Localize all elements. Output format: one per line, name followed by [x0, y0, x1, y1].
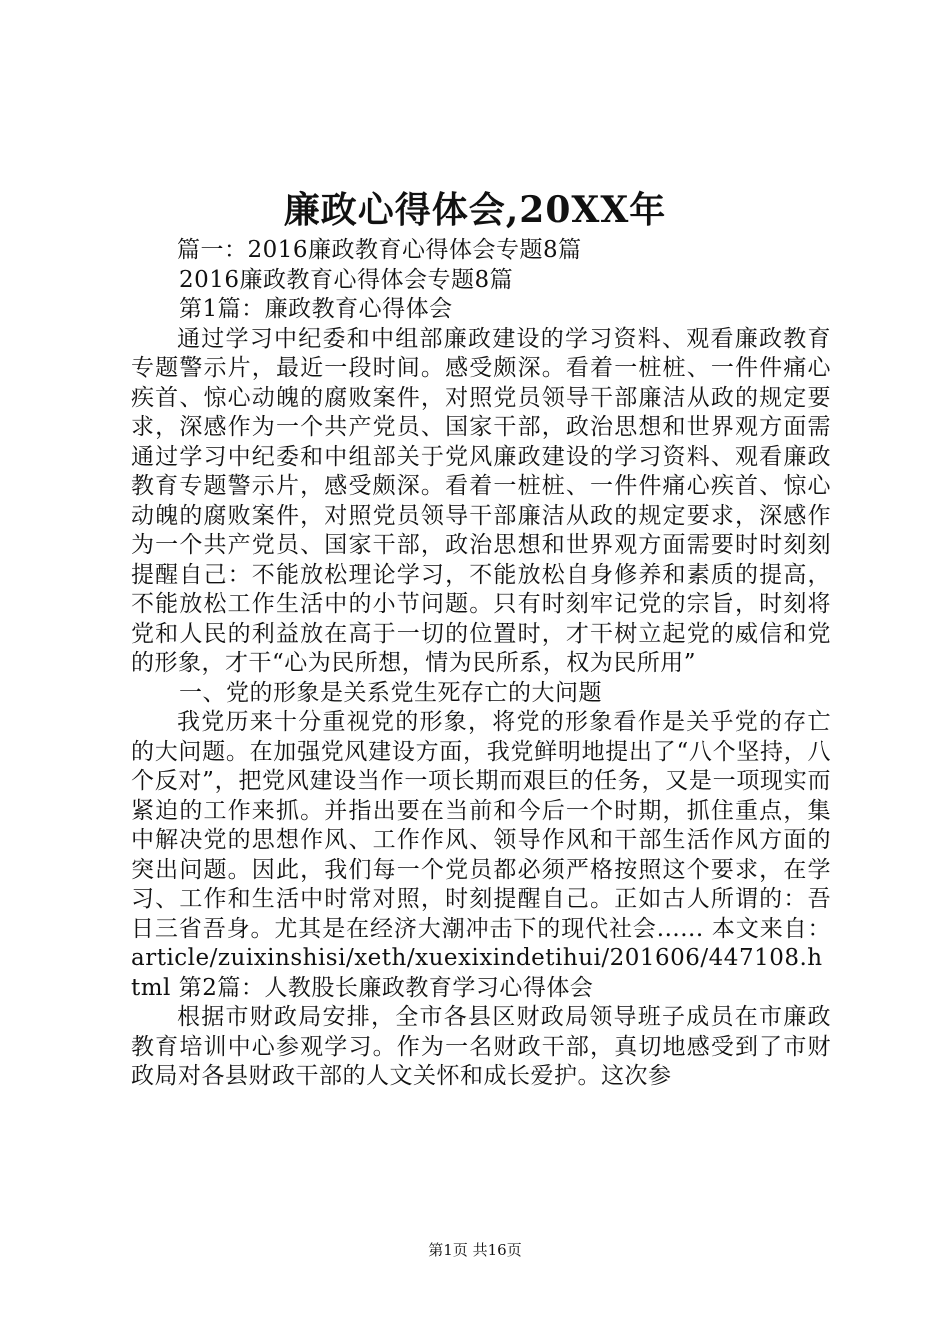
- heading-line-3: 第1篇：廉政教育心得体会: [179, 296, 453, 322]
- paragraph-1: 通过学习中纪委和中组部廉政建设的学习资料、观看廉政教育专题警示片，最近一段时间。感受颇深。看着一桩桩、一件件痛心疾首、惊心动魄的腐败案件，对照党员领导干部廉洁从政的规定要求，深感作为一个共产党员、国家干部，政治思想和世界观方面需通过学习中纪委和中组部关于党风廉政建设的学习资料、观看廉政教育专题警示片，感受颇深。看着一桩桩、一件件痛心疾首、惊心动魄的腐败案件，对照党员领导干部廉洁从政的规定要求，深感作为一个共产党员、国家干部，政治思想和世界观方面需要时时刻刻提醒自己：不能放松理论学习，不能放松自身修养和素质的提高，不能放松工作生活中的小节问题。只有时刻牢记党的宗旨，时刻将党和人民的利益放在高于一切的位置时，才干树立起党的威信和党的形象，才干“心为民所想，情为民所系，权为民所用”: [131, 325, 831, 676]
- page-footer: 第1页 共16页: [428, 1241, 522, 1259]
- document-body: [131, 236, 831, 1092]
- subheading-1: 一、党的形象是关系党生死存亡的大问题: [179, 679, 602, 706]
- heading-line-2: 2016廉政教育心得体会专题8篇: [179, 266, 514, 293]
- paragraph-2: 我党历来十分重视党的形象，将党的形象看作是关乎党的存亡的大问题。在加强党风建设方面，我党鲜明地提出了“八个坚持，八个反对”，把党风建设当作一项长期而艰巨的任务，又是一项现实而紧迫的工作来抓。并指出要在当前和今后一个时期，抓住重点，集中解决党的思想作风、工作作风、领导作风和干部生活作风方面的突出问题。因此，我们每一个党员都必须严格按照这个要求，在学习、工作和生活中时常对照，时刻提醒自己。正如古人所谓的：吾日三省吾身。尤其是在经济大潮冲击下的现代社会...... 本文来自：article/zuixinshisi/xeth/xuexixindetihui/201606/447108.html 第2篇：人教股长廉政教育学习心得体会: [131, 709, 831, 1001]
- document-title: 廉政心得体会,20XX年: [283, 189, 667, 231]
- paragraph-3: 根据市财政局安排，全市各县区财政局领导班子成员在市廉政教育培训中心参观学习。作为一名财政干部，真切地感受到了市财政局对各县财政干部的人文关怀和成长爱护。这次参: [131, 1004, 831, 1089]
- heading-line-1: 篇一：2016廉政教育心得体会专题8篇: [177, 237, 582, 263]
